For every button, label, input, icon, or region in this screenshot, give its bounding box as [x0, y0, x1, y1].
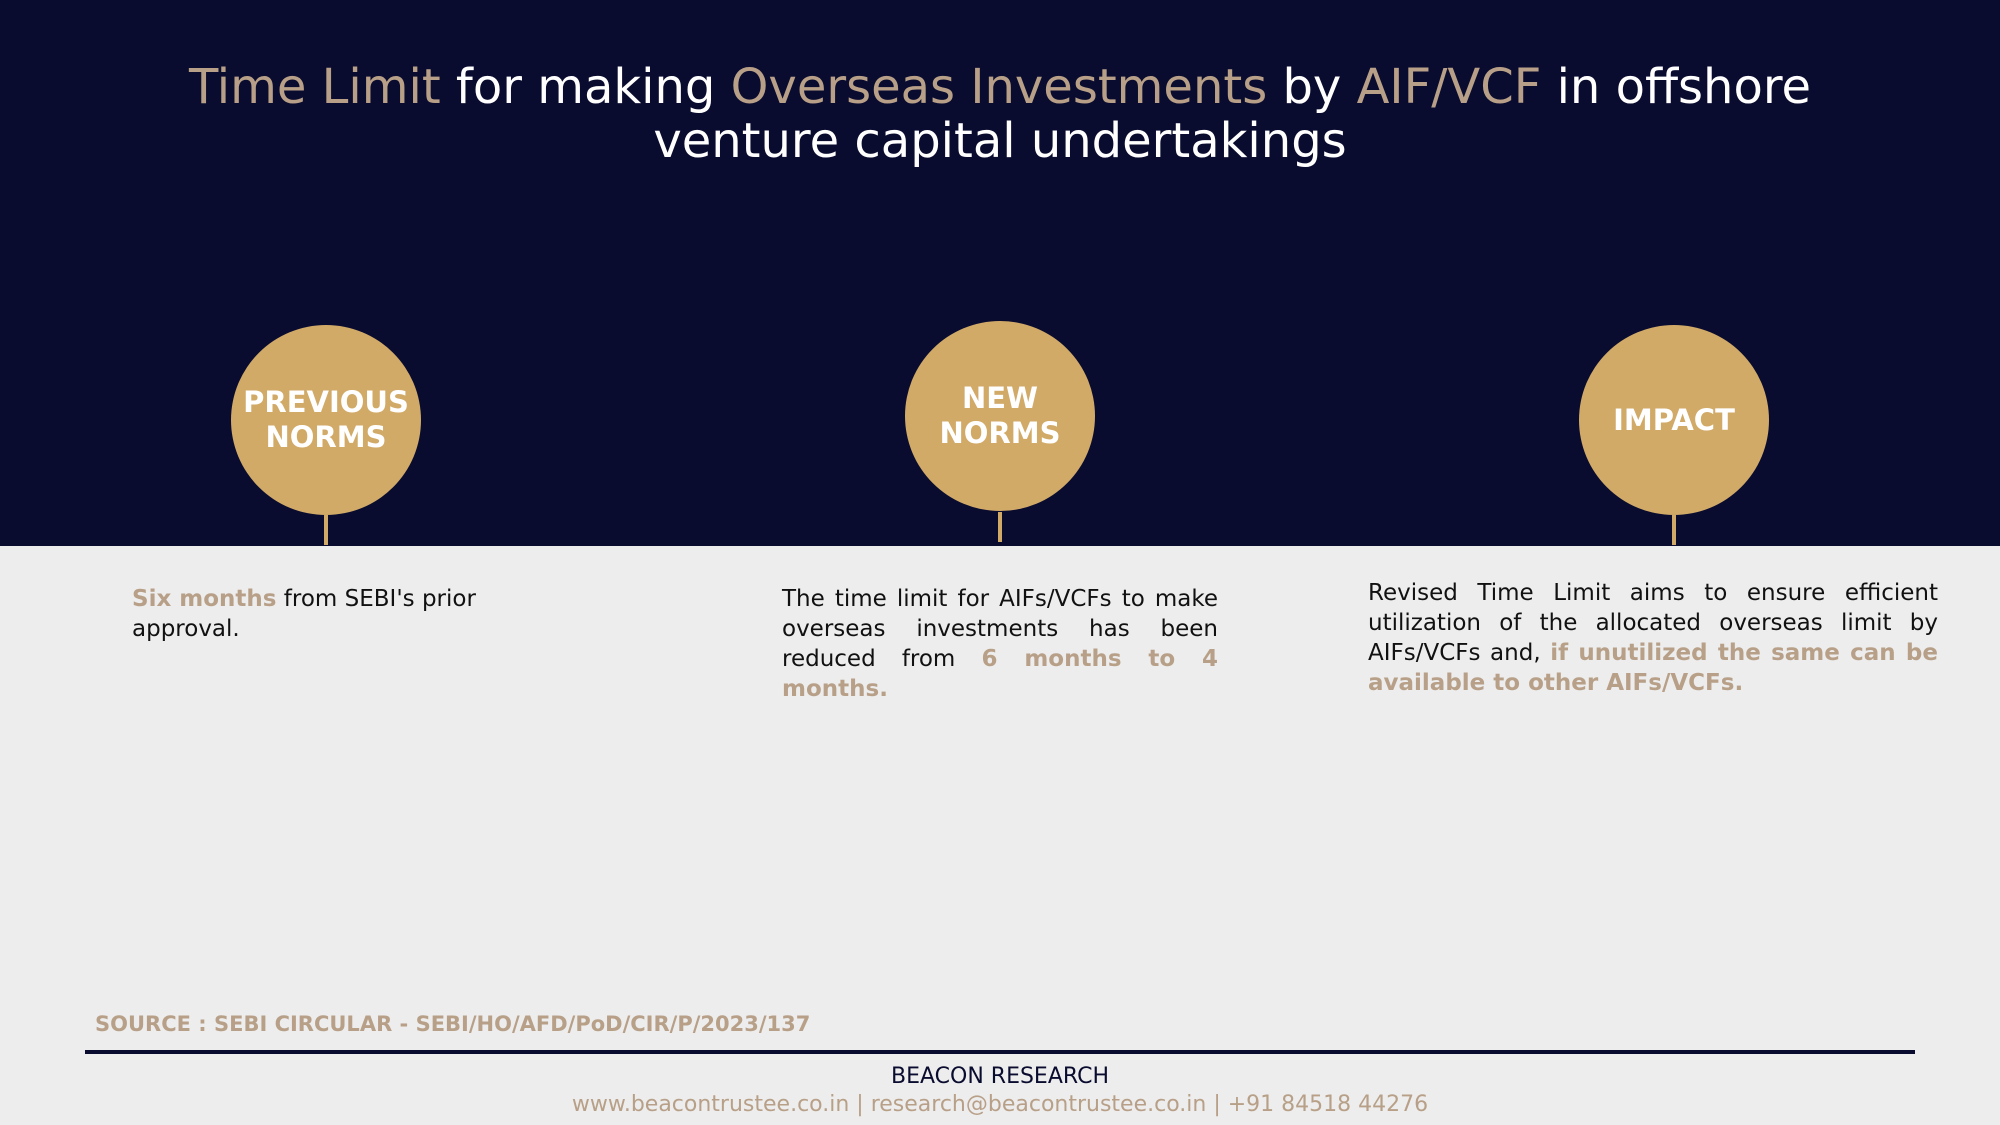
brand-name: BEACON RESEARCH [891, 1064, 1109, 1089]
new-norms-circle [905, 321, 1095, 511]
impact-text [1368, 578, 1938, 698]
title-text: for making [440, 59, 731, 115]
circle-label: NEW [961, 381, 1039, 415]
circle-label: NORMS [939, 416, 1061, 450]
connector-line [998, 512, 1002, 542]
text-highlight: Six months [132, 586, 277, 612]
text-body: The time limit for AIFs/VCFs to make overseas investments has been reduced from [782, 586, 1218, 672]
page-title [100, 60, 1900, 168]
circle-label: NORMS [265, 420, 387, 454]
text-highlight: if unutilized the same can be available to other AIFs/VCFs. [1368, 640, 1938, 696]
previous-norms-text [132, 584, 482, 644]
title-highlight: AIF/VCF [1356, 59, 1542, 115]
title-highlight: Time Limit [188, 59, 441, 115]
circle-label: PREVIOUS [243, 385, 409, 419]
source-citation: SOURCE : SEBI CIRCULAR - SEBI/HO/AFD/PoD/CIR/P/2023/137 [95, 1012, 811, 1036]
footer-divider [85, 1050, 1915, 1054]
new-norms-text [782, 584, 1218, 704]
connector-line [324, 515, 328, 545]
title-text: in offshore venture capital undertakings [653, 59, 1812, 169]
impact-circle [1579, 325, 1769, 515]
text-body: Revised Time Limit aims to ensure efficient utilization of the allocated overseas limit by AIFs/VCFs and, [1368, 580, 1938, 666]
previous-norms-circle [231, 325, 421, 515]
contact-info: www.beacontrustee.co.in | research@beacontrustee.co.in | +91 84518 44276 [571, 1092, 1429, 1117]
text-body: from SEBI's prior approval. [132, 586, 476, 642]
connector-line [1672, 515, 1676, 545]
title-text: by [1267, 59, 1357, 115]
circle-label: IMPACT [1613, 402, 1735, 437]
text-highlight: 6 months to 4 months. [782, 646, 1218, 702]
title-highlight: Overseas Investments [730, 59, 1268, 115]
